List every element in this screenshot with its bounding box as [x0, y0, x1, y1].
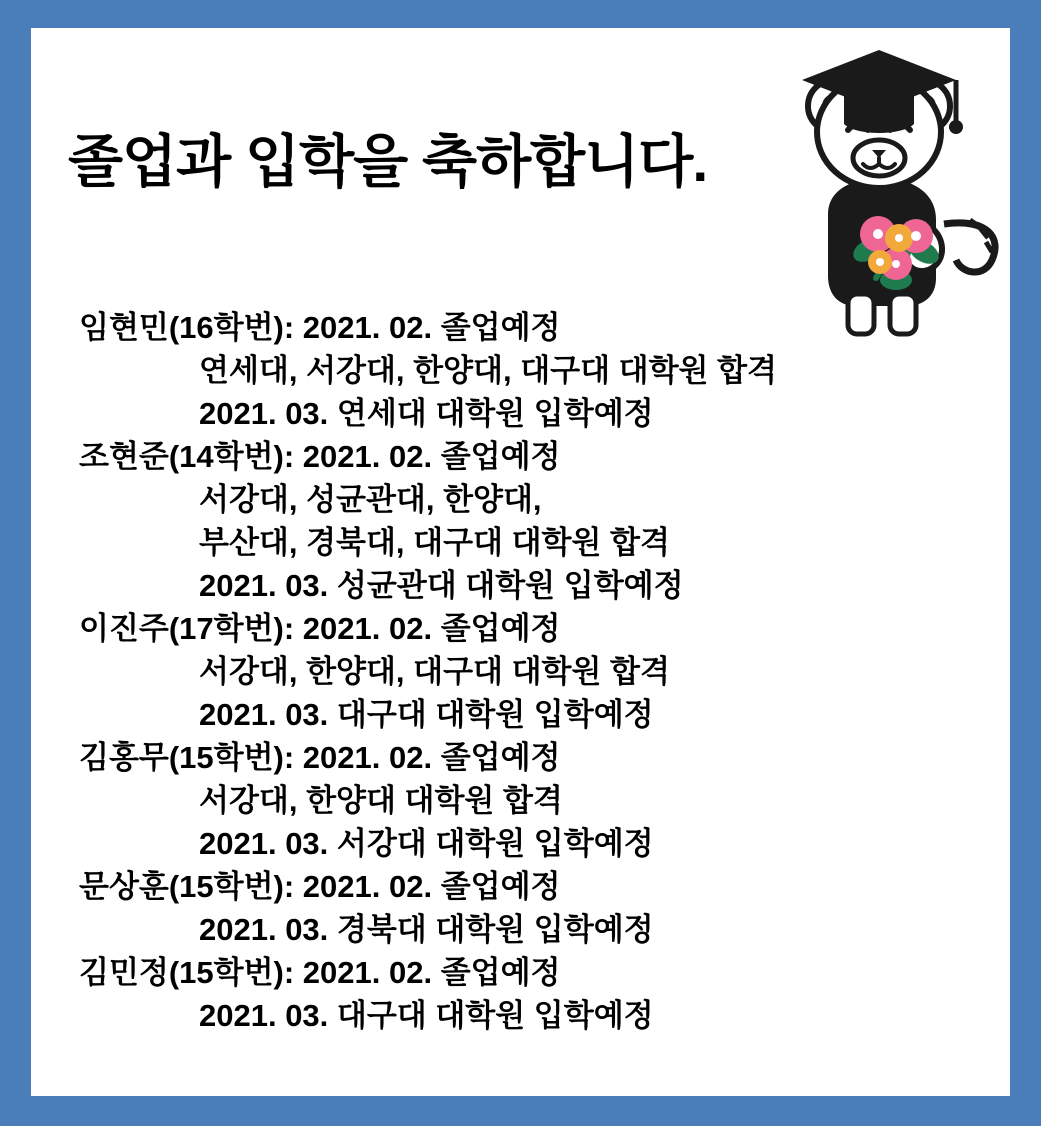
list-item	[31, 951, 1010, 1037]
graduate-detail: 2021. 03. 성균관대 대학원 입학예정	[199, 568, 684, 603]
graduate-detail: 부산대, 경북대, 대구대 대학원 합격	[199, 525, 670, 560]
graduate-detail: 2021. 03. 서강대 대학원 입학예정	[199, 826, 654, 861]
graduate-detail: 서강대, 한양대, 대구대 대학원 합격	[199, 654, 670, 689]
graduate-name: 임현민(16학번): 2021. 02. 졸업예정	[79, 310, 561, 345]
page-title: 졸업과 입학을 축하합니다.	[68, 130, 708, 194]
graduate-name: 김민정(15학번): 2021. 02. 졸업예정	[79, 955, 561, 990]
list-item	[31, 865, 1010, 951]
poster-card	[31, 28, 1010, 1096]
graduate-name: 조현준(14학번): 2021. 02. 졸업예정	[79, 439, 561, 474]
graduate-detail: 2021. 03. 대구대 대학원 입학예정	[199, 697, 654, 732]
graduate-name: 이진주(17학번): 2021. 02. 졸업예정	[79, 611, 561, 646]
list-item	[31, 736, 1010, 865]
graduate-detail: 서강대, 한양대 대학원 합격	[199, 783, 563, 818]
list-item	[31, 306, 1010, 435]
graduate-list	[31, 306, 1010, 1037]
graduate-name: 문상훈(15학번): 2021. 02. 졸업예정	[79, 869, 561, 904]
list-item	[31, 607, 1010, 736]
tiger-graduate-icon	[756, 28, 1006, 348]
graduate-detail: 2021. 03. 경북대 대학원 입학예정	[199, 912, 654, 947]
graduate-detail: 서강대, 성균관대, 한양대,	[199, 482, 542, 517]
graduate-detail: 2021. 03. 연세대 대학원 입학예정	[199, 396, 654, 431]
graduate-name: 김홍무(15학번): 2021. 02. 졸업예정	[79, 740, 561, 775]
graduate-detail: 연세대, 서강대, 한양대, 대구대 대학원 합격	[199, 353, 777, 388]
graduate-detail: 2021. 03. 대구대 대학원 입학예정	[199, 998, 654, 1033]
list-item	[31, 435, 1010, 607]
